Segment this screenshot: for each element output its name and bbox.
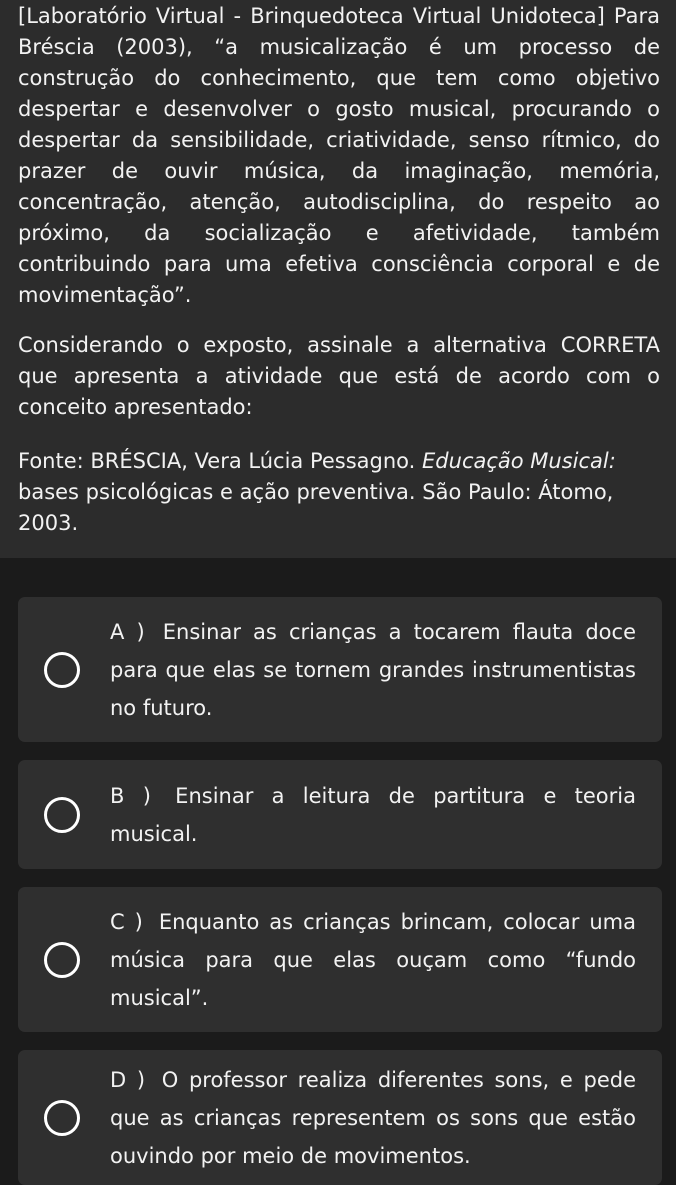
option-c-body xyxy=(110,903,636,1017)
radio-button-icon[interactable] xyxy=(44,652,80,688)
source-prefix: Fonte: BRÉSCIA, Vera Lúcia Pessagno. xyxy=(18,449,416,473)
option-letter: B ) xyxy=(110,783,151,808)
option-letter: A ) xyxy=(110,619,145,644)
source-title: Educação Musical: xyxy=(422,449,616,473)
option-d-body xyxy=(110,1061,636,1175)
question-source xyxy=(18,446,660,539)
option-letter: C ) xyxy=(110,909,143,934)
option-b-body xyxy=(110,777,636,853)
option-b[interactable] xyxy=(18,760,662,869)
source-suffix: bases psicológicas e ação preventiva. São Paulo: Átomo, 2003. xyxy=(18,480,614,535)
radio-button-icon[interactable] xyxy=(44,797,80,833)
question-statement: [Laboratório Virtual - Brinquedoteca Virtual Unidoteca] Para Bréscia (2003), “a musicalização é um processo de construção do conhecimento, que tem como objetivo despertar e desenvolver o gosto musical, procurando o despertar da sensibilidade, criatividade, senso rítmico, do prazer de ouvir música, da imaginação, memória, concentração, atenção, autodisciplina, do respeito ao próximo, da socialização e afetividade, também contribuindo para uma efetiva consciência corporal e de movimentação”. xyxy=(18,4,660,307)
option-a[interactable] xyxy=(18,597,662,742)
option-d[interactable] xyxy=(18,1050,662,1185)
option-letter: D ) xyxy=(110,1067,146,1092)
radio-button-icon[interactable] xyxy=(44,1100,80,1136)
option-text: Ensinar a leitura de partitura e teoria musical. xyxy=(110,783,636,846)
option-text: O professor realiza diferentes sons, e pede que as crianças representem os sons que estão ouvindo por meio de movimentos. xyxy=(110,1067,636,1168)
option-c[interactable] xyxy=(18,887,662,1032)
radio-button-icon[interactable] xyxy=(44,942,80,978)
option-text: Ensinar as crianças a tocarem flauta doce para que elas se tornem grandes instrumentistas no futuro. xyxy=(110,619,636,720)
question-panel xyxy=(0,0,676,558)
option-text: Enquanto as crianças brincam, colocar uma música para que elas ouçam como “fundo musical”. xyxy=(110,909,636,1010)
question-prompt: Considerando o exposto, assinale a alternativa CORRETA que apresenta a atividade que está de acordo com o conceito apresentado: xyxy=(18,333,660,419)
option-a-body xyxy=(110,613,636,727)
answer-options xyxy=(0,558,676,1185)
